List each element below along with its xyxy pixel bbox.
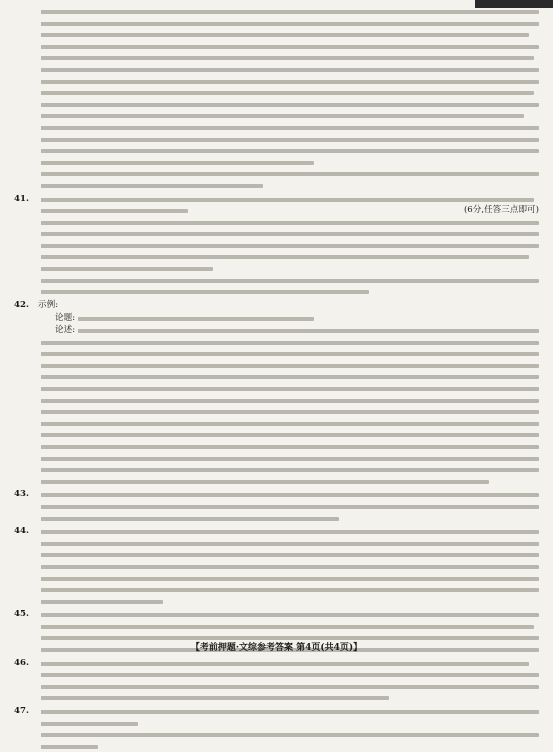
line-text <box>38 194 41 204</box>
question-number <box>14 6 38 192</box>
text-line <box>38 741 539 752</box>
text-line <box>38 513 539 525</box>
answer-body <box>38 658 539 704</box>
line-text: 论题: <box>55 313 78 323</box>
unreadable-text-line <box>38 22 539 26</box>
line-text <box>38 134 41 144</box>
question-number: 42. <box>14 299 29 310</box>
text-line <box>38 217 539 229</box>
unreadable-text-line <box>38 290 369 294</box>
unreadable-text-line <box>38 45 539 49</box>
line-text: 论述: <box>55 325 78 335</box>
unreadable-text-line <box>38 341 539 345</box>
unreadable-text-line <box>38 161 314 165</box>
text-line <box>38 122 539 134</box>
text-line <box>38 476 539 488</box>
line-text <box>38 110 41 120</box>
text-line <box>38 418 539 430</box>
line-text <box>38 337 41 347</box>
unreadable-text-line <box>38 480 489 484</box>
text-line <box>38 240 539 252</box>
line-text <box>38 41 41 51</box>
line-text <box>38 263 41 273</box>
unreadable-text-line <box>38 673 539 677</box>
text-line <box>38 371 539 383</box>
answer-block <box>14 194 539 298</box>
line-text <box>38 406 41 416</box>
text-line <box>38 6 539 18</box>
text-line <box>38 609 539 621</box>
unreadable-text-line <box>38 352 539 356</box>
line-text <box>38 573 41 583</box>
unreadable-text-line <box>38 279 539 283</box>
text-line <box>38 596 539 608</box>
unreadable-text-line <box>38 457 539 461</box>
line-text <box>38 596 41 606</box>
unreadable-text-line <box>38 433 539 437</box>
line-text <box>38 383 41 393</box>
text-line <box>38 134 539 146</box>
unreadable-text-line <box>38 80 539 84</box>
unreadable-text-line <box>38 505 539 509</box>
text-line <box>38 251 539 263</box>
unreadable-text-line <box>38 745 98 749</box>
question-number: 44. <box>14 526 29 537</box>
text-line <box>38 549 539 561</box>
text-line <box>38 501 539 513</box>
line-text <box>38 180 41 190</box>
line-text <box>38 18 41 28</box>
score-note: (6分,任答三点即可) <box>461 205 539 217</box>
unreadable-text-line <box>38 588 539 592</box>
line-text <box>38 658 41 668</box>
text-line <box>38 669 539 681</box>
text-line <box>38 286 539 298</box>
line-text <box>38 99 41 109</box>
line-text <box>38 122 41 132</box>
text-line <box>38 180 539 192</box>
unreadable-text-line <box>38 33 529 37</box>
text-line <box>38 718 539 730</box>
unreadable-text-line <box>38 685 539 689</box>
line-text <box>38 464 41 474</box>
text-line <box>38 263 539 275</box>
unreadable-text-line <box>38 710 539 714</box>
unreadable-text-line <box>38 613 539 617</box>
text-line <box>38 228 539 240</box>
text-line <box>38 168 539 180</box>
unreadable-text-line <box>38 184 263 188</box>
line-text <box>38 584 41 594</box>
unreadable-text-line <box>38 399 539 403</box>
unreadable-text-line <box>38 103 539 107</box>
text-line <box>38 325 539 337</box>
unreadable-text-line <box>38 468 539 472</box>
unreadable-text-line <box>38 387 539 391</box>
line-text <box>38 395 41 405</box>
text-line <box>38 52 539 64</box>
line-text <box>38 371 41 381</box>
unreadable-text-line <box>38 625 534 629</box>
text-line <box>38 64 539 76</box>
unreadable-text-line <box>38 364 539 368</box>
answer-body <box>38 194 539 298</box>
line-text <box>38 145 41 155</box>
line-text <box>38 741 41 751</box>
answer-block <box>14 313 539 487</box>
line-text <box>38 205 41 215</box>
text-line <box>38 729 539 741</box>
line-text <box>38 538 41 548</box>
line-text <box>38 157 41 167</box>
answer-body <box>38 300 539 312</box>
text-line <box>38 275 539 287</box>
text-line <box>38 145 539 157</box>
line-text <box>38 240 41 250</box>
unreadable-text-line <box>38 10 539 14</box>
line-text <box>38 76 41 86</box>
unreadable-text-line <box>38 138 539 142</box>
text-line <box>38 453 539 465</box>
text-line <box>38 29 539 41</box>
text-line <box>38 706 539 718</box>
line-text <box>38 476 41 486</box>
answer-body <box>38 6 539 192</box>
text-line <box>38 441 539 453</box>
text-line <box>38 489 539 501</box>
text-line <box>38 573 539 585</box>
answer-block <box>14 526 539 607</box>
unreadable-text-line <box>38 733 539 737</box>
text-line <box>38 538 539 550</box>
question-number <box>14 313 38 487</box>
unreadable-text-line <box>38 600 163 604</box>
line-text <box>38 64 41 74</box>
unreadable-text-line <box>38 696 389 700</box>
text-line <box>38 429 539 441</box>
text-line <box>38 406 539 418</box>
unreadable-text-line <box>38 517 339 521</box>
line-text <box>38 513 41 523</box>
text-line <box>38 395 539 407</box>
unreadable-text-line <box>38 244 539 248</box>
text-line <box>38 464 539 476</box>
unreadable-text-line <box>38 56 534 60</box>
line-text <box>38 489 41 499</box>
answer-block <box>14 706 539 752</box>
text-line <box>38 194 539 206</box>
text-line <box>38 18 539 30</box>
unreadable-text-line <box>38 209 188 213</box>
unreadable-text-line <box>38 114 524 118</box>
line-text <box>38 729 41 739</box>
line-text <box>38 692 41 702</box>
unreadable-text-line <box>38 232 539 236</box>
text-line <box>38 681 539 693</box>
text-line <box>38 41 539 53</box>
line-text <box>38 87 41 97</box>
line-text <box>38 348 41 358</box>
line-text <box>38 29 41 39</box>
text-line <box>38 360 539 372</box>
unreadable-text-line <box>38 91 534 95</box>
line-text <box>38 6 41 16</box>
answer-body <box>38 526 539 607</box>
text-line <box>38 300 539 312</box>
text-line <box>38 205 539 217</box>
unreadable-text-line <box>38 68 539 72</box>
unreadable-text-line <box>55 329 539 333</box>
line-text <box>38 52 41 62</box>
text-line <box>38 561 539 573</box>
line-text <box>38 621 41 631</box>
text-line <box>38 157 539 169</box>
unreadable-text-line <box>38 375 539 379</box>
answer-body <box>38 706 539 752</box>
line-text <box>38 526 41 536</box>
text-line <box>38 584 539 596</box>
line-text: 示例: <box>38 300 61 310</box>
unreadable-text-line <box>38 493 539 497</box>
unreadable-text-line <box>38 126 539 130</box>
question-number: 45. <box>14 609 29 620</box>
unreadable-text-line <box>38 445 539 449</box>
answer-block <box>14 300 539 312</box>
text-line <box>38 526 539 538</box>
question-number: 46. <box>14 657 29 668</box>
question-number: 43. <box>14 489 29 500</box>
unreadable-text-line <box>38 255 529 259</box>
unreadable-text-line <box>38 198 534 202</box>
question-number: 47. <box>14 706 29 717</box>
line-text <box>38 501 41 511</box>
text-line <box>38 313 539 325</box>
line-text <box>38 275 41 285</box>
line-text <box>38 609 41 619</box>
line-text <box>38 453 41 463</box>
line-text <box>38 549 41 559</box>
line-text <box>38 168 41 178</box>
line-text <box>38 706 41 716</box>
unreadable-text-line <box>38 565 539 569</box>
text-line <box>38 337 539 349</box>
text-line <box>38 658 539 670</box>
text-line <box>38 692 539 704</box>
line-text <box>38 429 41 439</box>
text-line <box>38 87 539 99</box>
unreadable-text-line <box>55 317 314 321</box>
page-footer: 【考前押题·文综参考答案 第4页(共4页)】 <box>190 643 363 653</box>
question-number: 41. <box>14 193 29 204</box>
text-line <box>38 348 539 360</box>
answer-body <box>38 313 539 487</box>
answer-block <box>14 489 539 524</box>
line-text <box>38 251 41 261</box>
unreadable-text-line <box>38 530 539 534</box>
unreadable-text-line <box>38 542 539 546</box>
unreadable-text-line <box>38 722 138 726</box>
line-text <box>38 441 41 451</box>
line-text <box>38 228 41 238</box>
line-text <box>38 286 41 296</box>
text-line <box>38 99 539 111</box>
text-line <box>38 76 539 88</box>
line-text <box>38 360 41 370</box>
text-line <box>38 621 539 633</box>
unreadable-text-line <box>38 221 539 225</box>
unreadable-text-line <box>38 577 539 581</box>
text-line <box>38 383 539 395</box>
answer-block <box>14 6 539 192</box>
text-line <box>38 110 539 122</box>
unreadable-text-line <box>38 410 539 414</box>
line-text <box>38 561 41 571</box>
answer-body <box>38 489 539 524</box>
unreadable-text-line <box>38 553 539 557</box>
line-text <box>38 669 41 679</box>
line-text <box>38 718 41 728</box>
unreadable-text-line <box>38 267 213 271</box>
line-text <box>38 418 41 428</box>
unreadable-text-line <box>38 172 539 176</box>
unreadable-text-line <box>38 662 529 666</box>
unreadable-text-line <box>38 149 539 153</box>
unreadable-text-line <box>38 422 539 426</box>
line-text <box>38 681 41 691</box>
line-text <box>38 217 41 227</box>
answer-block <box>14 658 539 704</box>
